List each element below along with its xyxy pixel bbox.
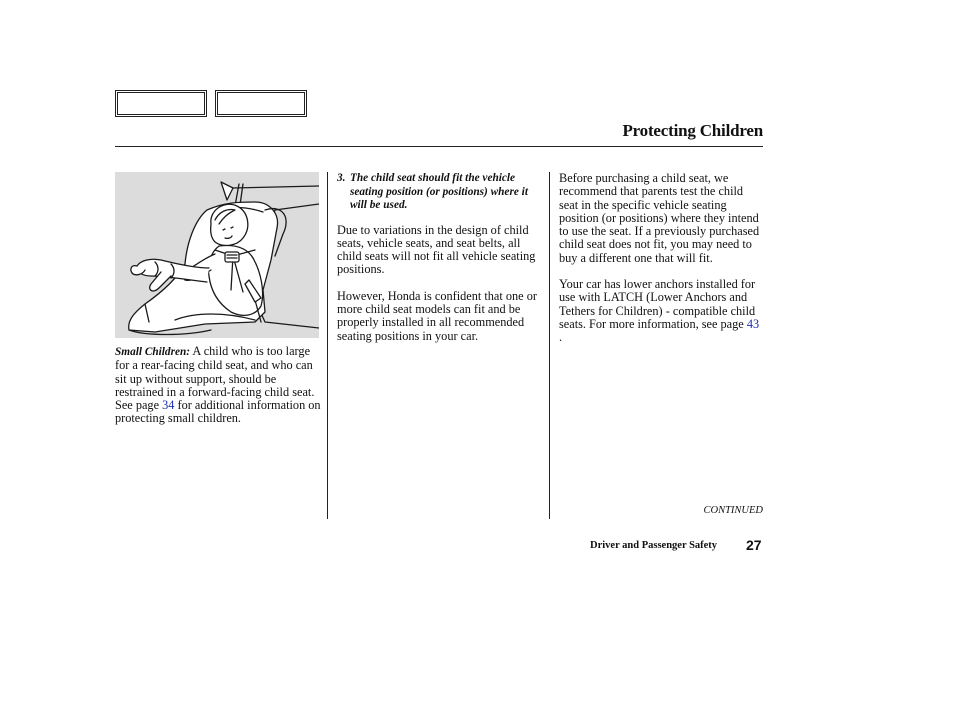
middle-column — [337, 172, 543, 356]
footer-section-title: Driver and Passenger Safety — [590, 540, 718, 551]
step-text: The child seat should fit the vehicle seating position (or positions) where it will be used. — [350, 172, 528, 211]
nav-previous-button[interactable] — [115, 90, 207, 117]
purchasing-paragraph: Before purchasing a child seat, we recommend that parents test the child seat in the specific vehicle seating position (or positions) where they intend to use the seat. If a previously purchased child seat does not fit, you may need to buy a different one that will fit. — [559, 171, 760, 265]
continued-label: CONTINUED — [703, 505, 763, 516]
page-number: 27 — [746, 537, 762, 553]
step-3 — [337, 172, 543, 213]
page-34-link[interactable]: 34 — [162, 398, 175, 413]
latch-text: Your car has lower anchors installed for use with LATCH (Lower Anchors and Tethers for Children) - compatible child seats. For more information, see page — [559, 277, 756, 331]
child-in-rear-facing-seat-illustration — [115, 172, 319, 338]
column-divider-left — [327, 172, 328, 519]
variations-paragraph: Due to variations in the design of child seats, vehicle seats, and seat belts, all child seats will not fit all vehicle seating positions. — [337, 222, 536, 277]
nav-next-button[interactable] — [215, 90, 307, 117]
latch-text-end: . — [559, 330, 563, 345]
small-children-lead: Small Children: — [115, 346, 191, 358]
page-title: Protecting Children — [622, 121, 763, 140]
latch-paragraph — [559, 278, 765, 344]
column-divider-right — [549, 172, 550, 519]
honda-confident-paragraph: However, Honda is confident that one or more child seat models can fit and be properly installed in all recommended seating positions in your car. — [337, 288, 537, 343]
small-children-text-end: for additional information on protecting small children. — [115, 398, 321, 426]
left-column — [115, 345, 321, 439]
step-number: 3. — [337, 172, 346, 184]
small-children-paragraph — [115, 345, 321, 426]
small-children-text: A child who is too large for a rear-facing child seat, and who can sit up without support, should be restrained in a forward-facing child seat. See page — [115, 344, 315, 413]
right-column — [559, 172, 765, 358]
title-divider — [115, 146, 763, 147]
page-43-link[interactable]: 43 — [746, 316, 760, 331]
